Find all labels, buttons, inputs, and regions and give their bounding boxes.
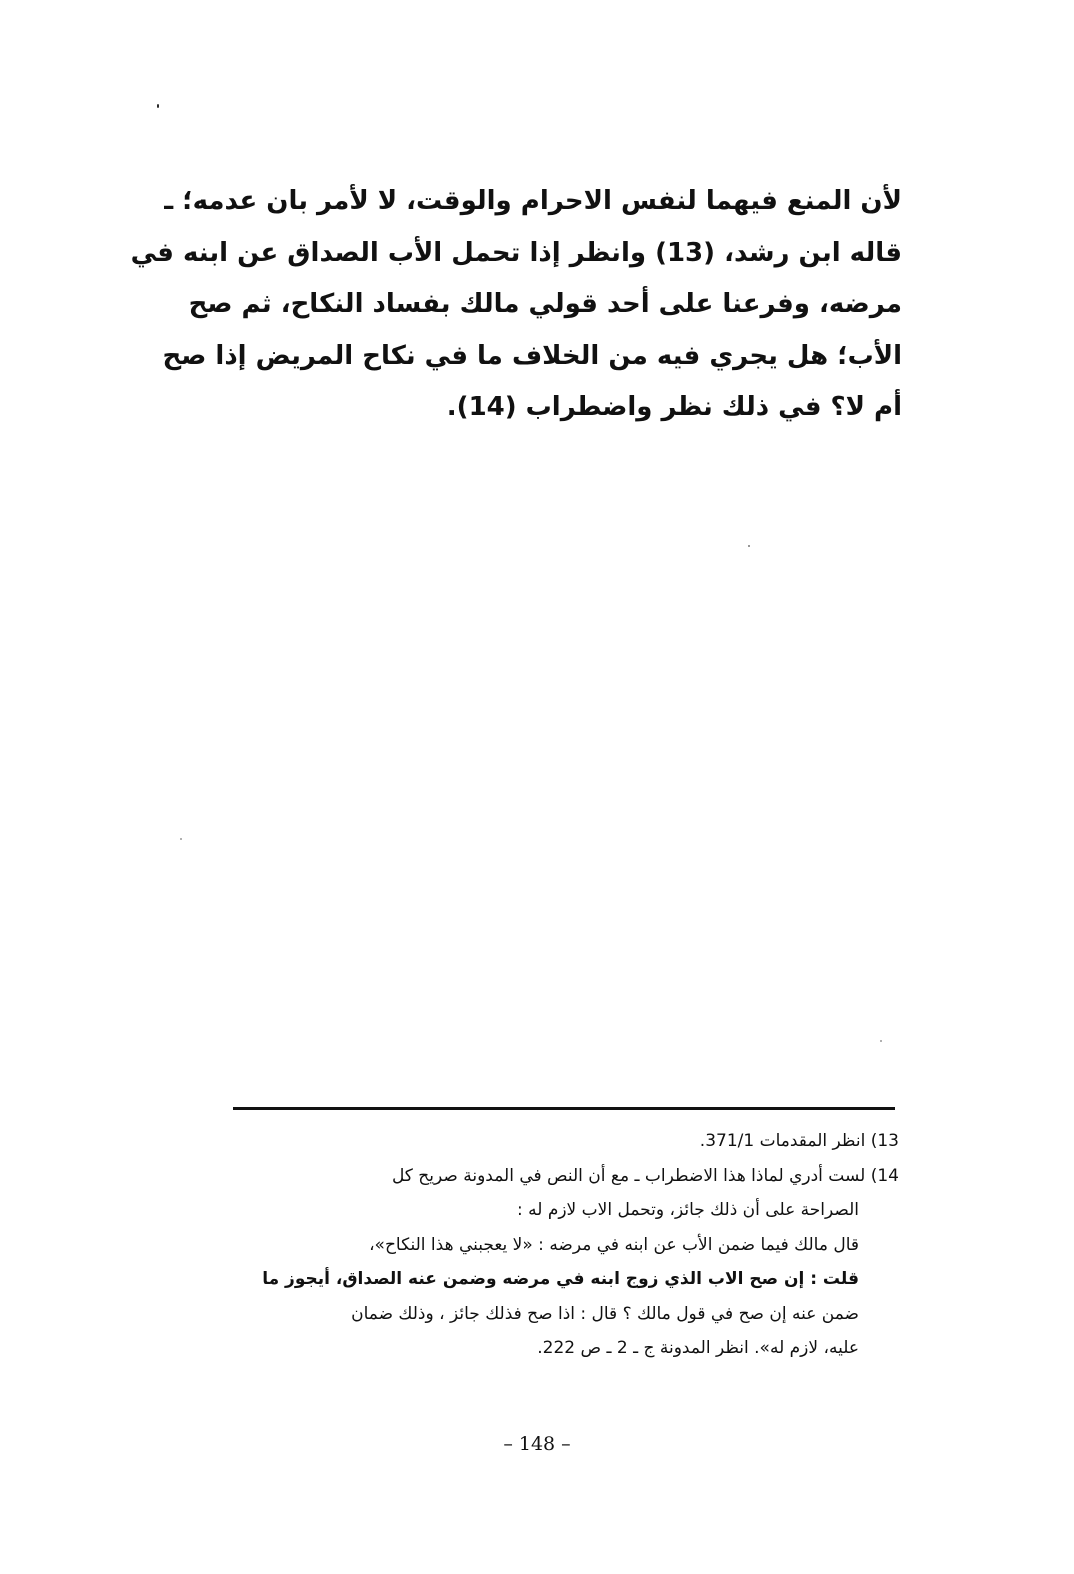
- footnote-14: 14) لست أدري لماذا هذا الاضطراب ـ مع أن النص في المدونة صريح كل: [391, 1165, 899, 1186]
- footnotes-section: [226, 1124, 899, 1366]
- main-text-line: قاله ابن رشد، (13) وانظر إذا تحمل الأب الصداق عن ابنه في: [130, 237, 902, 268]
- footnote-14-quote-line: عليه، لازم له». انظر المدونة ج ـ 2 ـ ص 222.: [537, 1338, 859, 1358]
- footnote-14-quote-line: قال مالك فيما ضمن الأب عن ابنه في مرضه : «لا يعجبني هذا النكاح»،: [369, 1234, 859, 1255]
- main-text-line: مرضه، وفرعنا على أحد قولي مالك بفساد النكاح، ثم صح: [188, 289, 902, 319]
- main-paragraph: [130, 176, 902, 434]
- scan-speck: [180, 838, 182, 840]
- scan-speck: [880, 1040, 882, 1042]
- scan-speck: [748, 545, 750, 547]
- page-number: – 148 –: [503, 1433, 571, 1455]
- footnote-14-continuation: الصراحة على أن ذلك جائز، وتحمل الاب لازم له :: [516, 1200, 859, 1220]
- scan-speck: [157, 104, 159, 108]
- footnote-14-quote-line: ضمن عنه إن صح في قول مالك ؟ قال : اذا صح فذلك جائز ، وذلك ضمان: [351, 1303, 859, 1324]
- footnote-14-quote-line: قلت : إن صح الاب الذي زوج ابنه في مرضه وضمن عنه الصداق، أيجوز ما: [262, 1269, 859, 1289]
- footnote-divider: [233, 1107, 895, 1110]
- footnote-13: 13) انظر المقدمات 371/1.: [699, 1131, 899, 1151]
- main-text-line: أم لا؟ في ذلك نظر واضطراب (14).: [446, 392, 902, 422]
- main-text-line: الأب؛ هل يجري فيه من الخلاف ما في نكاح المريض إذا صح: [162, 340, 902, 371]
- main-text-line: لأن المنع فيهما لنفس الاحرام والوقت، لا لأمر بان عدمه؛ ـ: [164, 186, 902, 216]
